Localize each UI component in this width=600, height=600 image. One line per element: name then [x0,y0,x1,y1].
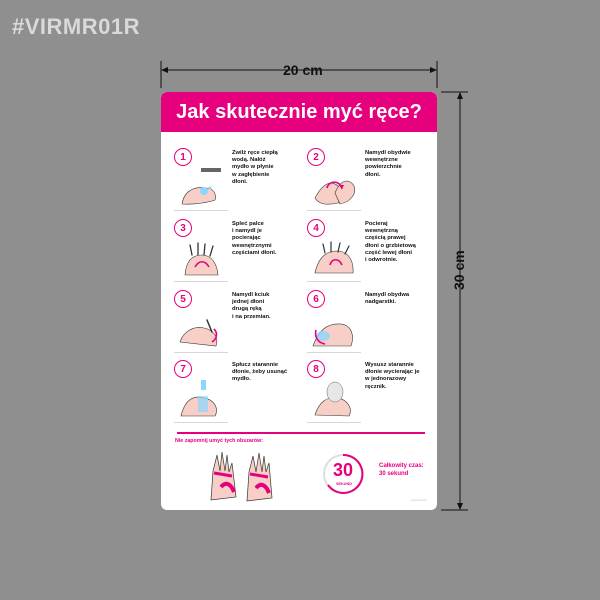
step-number: 6 [307,290,325,308]
step-8 [307,360,437,422]
soap-palms-illustration [307,166,361,211]
step-text: Spłucz starannie dłonie, żeby usunąć mydło. [232,362,288,383]
step-number: 7 [174,360,192,378]
step-text: Zwilż ręce ciepłą wodą. Nałóż mydło w płynie w zagłębienie dłoni. [232,150,278,185]
step-2 [307,148,437,210]
step-text: Namydl obydwa nadgarstki. [365,292,410,306]
handwash-sign [161,92,437,510]
footer-small-print: www.virtu.pl [410,498,427,502]
wrist-illustration [307,308,361,353]
step-6 [307,290,437,352]
total-label: Całkowity czas: [379,463,424,469]
step-text: Wysusz starannie dłonie wycierając je w jednorazowy ręcznik. [365,362,420,390]
total-value: 30 sekund [379,471,409,478]
step-text: Spleć palce i namydl je pocierając wewnętrznymi częściami dłoni. [232,221,277,256]
step-number: 5 [174,290,192,308]
step-5 [174,290,304,352]
rinse-illustration [174,378,228,423]
step-text: Pocieraj wewnętrzną częścią prawej dłoni o grzbietową część lewej dłoni i odwrotnie. [365,221,416,264]
product-code: #VIRMR01R [12,14,140,39]
step-text: Namydl obydwie wewnętrzne powierzchnie dłoni. [365,150,411,178]
step-4 [307,219,437,281]
areas-title: Nie zapomnij umyć tych obszarów: [175,438,264,444]
step-3 [174,219,304,281]
footer-divider [177,432,425,434]
back-of-hand-illustration [307,237,361,282]
wet-hands-illustration [174,166,228,211]
width-label: 20 cm [283,62,323,78]
step-number: 4 [307,219,325,237]
interlaced-fingers-illustration [174,237,228,282]
step-7 [174,360,304,422]
height-label: 30 cm [451,250,467,290]
step-number: 1 [174,148,192,166]
step-number: 8 [307,360,325,378]
thumb-illustration [174,308,228,353]
hands-areas-illustration [203,447,283,507]
timer-value: 30 [332,460,354,480]
step-1 [174,148,304,210]
total-time [379,462,424,479]
step-number: 2 [307,148,325,166]
timer-unit: SEKUND [336,482,353,486]
step-number: 3 [174,219,192,237]
dry-hands-illustration [307,378,361,423]
step-text: Namydl kciuk jednej dłoni drugą ręką i na przemian. [232,292,271,320]
timer-graphic [321,452,365,496]
sign-title: Jak skutecznie myć ręce? [161,92,437,132]
